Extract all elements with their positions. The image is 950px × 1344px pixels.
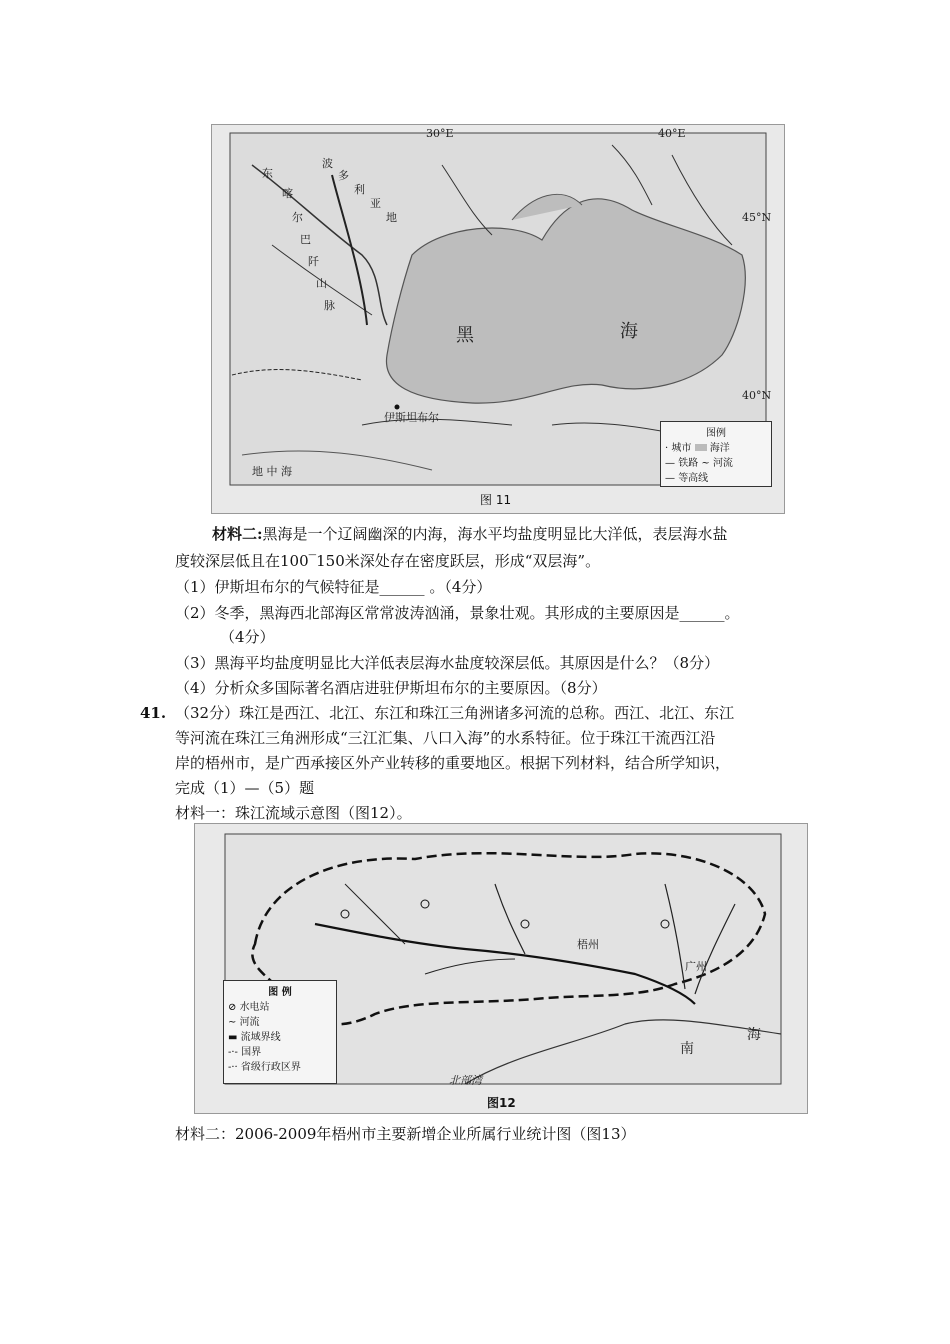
legend-item: 国界 bbox=[241, 1047, 262, 1058]
question-2: （2）冬季，黑海西北部海区常常波涛汹涌，景象壮观。其形成的主要原因是______。 bbox=[175, 604, 740, 622]
material2b-line: 材料二：2006-2009年梧州市主要新增企业所属行业统计图（图13） bbox=[175, 1125, 636, 1143]
legend-item: 铁路 bbox=[678, 458, 699, 469]
legend-item: 水电站 bbox=[239, 1002, 270, 1013]
figure-11-caption: 图 11 bbox=[480, 493, 512, 507]
region-char: 喀 bbox=[282, 187, 293, 200]
legend-item: 等高线 bbox=[678, 473, 709, 484]
legend-item: 省级行政区界 bbox=[240, 1062, 301, 1073]
q41-material1: 材料一：珠江流域示意图（图12）。 bbox=[175, 804, 412, 822]
legend-item: 河流 bbox=[239, 1017, 260, 1028]
sea-legend-icon bbox=[695, 444, 707, 451]
region-char: 山 bbox=[316, 277, 327, 290]
material2-label: 材料二: bbox=[212, 525, 263, 543]
region2-char: 地 bbox=[386, 211, 397, 224]
basin-boundary-icon: ▬ bbox=[228, 1032, 241, 1043]
istanbul-label: 伊斯坦布尔 bbox=[384, 411, 439, 424]
south-sea-char-1: 南 bbox=[680, 1041, 694, 1057]
question-3: （3）黑海平均盐度明显比大洋低表层海水盐度较深层低。其原因是什么？（8分） bbox=[175, 654, 720, 672]
mediterranean-label: 地 中 海 bbox=[252, 465, 292, 478]
region2-char: 多 bbox=[338, 169, 349, 182]
sea-name-char-1: 黑 bbox=[456, 325, 474, 346]
river-legend-icon: ~ bbox=[701, 458, 713, 469]
legend-item: 流域界线 bbox=[240, 1032, 281, 1043]
national-border-icon: -·- bbox=[228, 1047, 242, 1058]
figure-12-pearl-river-map bbox=[194, 823, 808, 1114]
material2-text1: 黑海是一个辽阔幽深的内海，海水平均盐度明显比大洋低，表层海水盐 bbox=[262, 525, 728, 543]
region-char: 阡 bbox=[308, 255, 319, 268]
q41-number: 41. bbox=[140, 704, 167, 722]
region2-char: 亚 bbox=[370, 197, 381, 210]
lat-45-label: 45°N bbox=[742, 211, 772, 224]
legend-item: 城市 bbox=[671, 443, 692, 454]
south-sea-char-2: 海 bbox=[747, 1027, 761, 1043]
provincial-border-icon: -·· bbox=[228, 1062, 241, 1073]
river-legend-icon: ∼ bbox=[228, 1017, 240, 1028]
sea-name-char-2: 海 bbox=[620, 321, 638, 342]
legend-item: 海洋 bbox=[709, 443, 730, 454]
legend-item: 河流 bbox=[712, 458, 733, 469]
beibu-gulf-label: 北部湾 bbox=[449, 1074, 482, 1087]
figure-12-caption: 图12 bbox=[487, 1096, 516, 1110]
city-legend-icon: · bbox=[665, 443, 672, 454]
fig11-legend bbox=[660, 421, 772, 487]
guangzhou-label: 广州 bbox=[685, 960, 707, 973]
question-2-score: （4分） bbox=[220, 628, 275, 646]
hydropower-icon: ⊘ bbox=[228, 1002, 240, 1013]
region2-char: 波 bbox=[322, 157, 333, 170]
lon-40-label: 40°E bbox=[658, 127, 686, 140]
fig12-legend bbox=[223, 980, 337, 1084]
region-char: 尔 bbox=[292, 211, 303, 224]
question-1: （1）伊斯坦布尔的气候特征是______ 。（4分） bbox=[175, 578, 492, 596]
region-char: 脉 bbox=[324, 299, 335, 312]
region-char: 巴 bbox=[300, 233, 311, 246]
q41-line2: 等河流在珠江三角洲形成“三江汇集、八口入海”的水系特征。位于珠江干流西江沿 bbox=[175, 729, 716, 747]
region-char: 东 bbox=[262, 167, 273, 180]
legend-title: 图 例 bbox=[268, 987, 292, 998]
q41-line4: 完成（1）—（5）题 bbox=[175, 779, 315, 797]
material2-line2: 度较深层低且在100‾150米深处存在密度跃层，形成“双层海”。 bbox=[175, 552, 601, 570]
material2-line1 bbox=[212, 524, 728, 544]
region2-char: 利 bbox=[354, 183, 365, 196]
lon-30-label: 30°E bbox=[426, 127, 454, 140]
legend-title: 图例 bbox=[706, 428, 726, 439]
figure-11-black-sea-map bbox=[211, 124, 785, 514]
wuzhou-label: 梧州 bbox=[577, 938, 599, 951]
q41-line1: （32分）珠江是西江、北江、东江和珠江三角洲诸多河流的总称。西江、北江、东江 bbox=[175, 704, 735, 722]
q41-line3: 岸的梧州市，是广西承接区外产业转移的重要地区。根据下列材料，结合所学知识， bbox=[175, 754, 731, 772]
railway-legend-icon: — bbox=[665, 458, 679, 469]
question-4: （4）分析众多国际著名酒店进驻伊斯坦布尔的主要原因。（8分） bbox=[175, 679, 607, 697]
contour-legend-icon: — bbox=[665, 473, 679, 484]
lat-40-label: 40°N bbox=[742, 389, 772, 402]
